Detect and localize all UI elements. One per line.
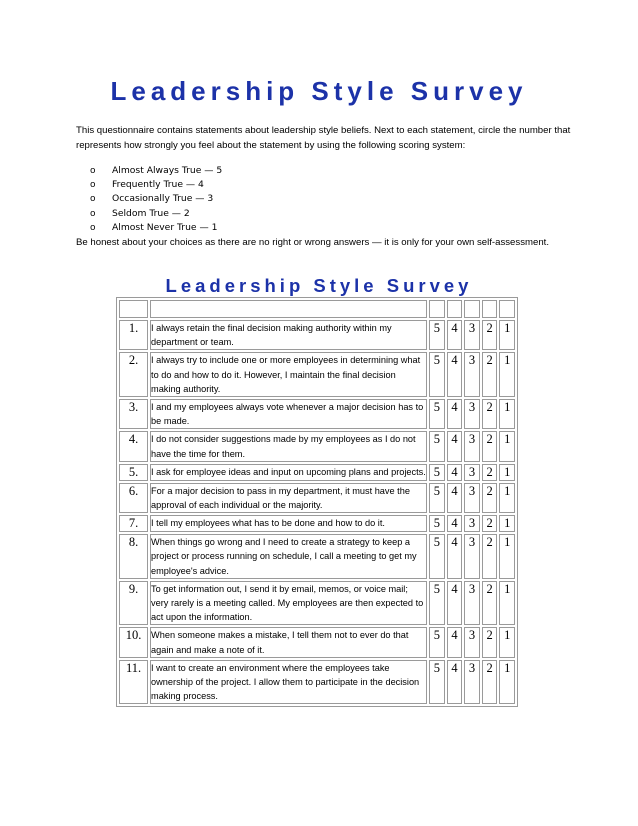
table-row — [119, 581, 515, 626]
scale-label: Occasionally True — 3 — [112, 193, 214, 205]
table-row — [119, 352, 515, 397]
question-statement: For a major decision to pass in my department, it must have the approval of each individual or the majority. — [150, 483, 427, 513]
score-option-1[interactable]: 1 — [499, 320, 515, 350]
table-row — [119, 515, 515, 532]
score-option-4[interactable]: 4 — [447, 431, 463, 461]
question-number: 11. — [119, 660, 148, 705]
question-statement: I want to create an environment where the employees take ownership of the project. I allow them to participate in the decision making process. — [150, 660, 427, 705]
scale-item — [76, 178, 222, 192]
question-number: 7. — [119, 515, 148, 532]
question-number: 2. — [119, 352, 148, 397]
bullet-icon: o — [90, 194, 96, 205]
score-option-5[interactable]: 5 — [429, 399, 445, 429]
score-option-3[interactable]: 3 — [464, 581, 480, 626]
score-option-2[interactable]: 2 — [482, 534, 498, 579]
table-row — [119, 660, 515, 705]
table-row — [119, 320, 515, 350]
table-row — [119, 431, 515, 461]
honesty-note: Be honest about your choices as there are no right or wrong answers — it is only for your own self-assessment. — [76, 237, 549, 248]
score-option-3[interactable]: 3 — [464, 464, 480, 481]
question-number: 5. — [119, 464, 148, 481]
score-option-3[interactable]: 3 — [464, 352, 480, 397]
question-statement: I ask for employee ideas and input on upcoming plans and projects. — [150, 464, 427, 481]
table-title: Leadership Style Survey — [165, 275, 473, 296]
header-cell — [447, 300, 463, 318]
score-option-4[interactable]: 4 — [447, 464, 463, 481]
score-option-1[interactable]: 1 — [499, 431, 515, 461]
header-cell — [499, 300, 515, 318]
score-option-5[interactable]: 5 — [429, 534, 445, 579]
score-option-5[interactable]: 5 — [429, 660, 445, 705]
score-option-4[interactable]: 4 — [447, 581, 463, 626]
score-option-5[interactable]: 5 — [429, 483, 445, 513]
score-option-3[interactable]: 3 — [464, 627, 480, 657]
score-option-4[interactable]: 4 — [447, 483, 463, 513]
header-cell — [429, 300, 445, 318]
table-row — [119, 534, 515, 579]
question-statement: I do not consider suggestions made by my employees as I do not have the time for them. — [150, 431, 427, 461]
score-option-2[interactable]: 2 — [482, 515, 498, 532]
score-option-5[interactable]: 5 — [429, 431, 445, 461]
score-option-1[interactable]: 1 — [499, 399, 515, 429]
scale-label: Almost Never True — 1 — [112, 221, 218, 233]
score-option-4[interactable]: 4 — [447, 320, 463, 350]
score-option-5[interactable]: 5 — [429, 464, 445, 481]
scale-label: Seldom True — 2 — [112, 207, 190, 219]
table-header-row — [119, 300, 515, 318]
score-option-4[interactable]: 4 — [447, 515, 463, 532]
survey-table — [116, 297, 518, 707]
score-option-1[interactable]: 1 — [499, 581, 515, 626]
score-option-3[interactable]: 3 — [464, 431, 480, 461]
score-option-4[interactable]: 4 — [447, 399, 463, 429]
scale-item — [76, 221, 222, 235]
score-option-2[interactable]: 2 — [482, 483, 498, 513]
score-option-3[interactable]: 3 — [464, 534, 480, 579]
score-option-3[interactable]: 3 — [464, 515, 480, 532]
header-cell — [119, 300, 148, 318]
score-option-3[interactable]: 3 — [464, 399, 480, 429]
scale-item — [76, 207, 222, 221]
question-statement: I tell my employees what has to be done and how to do it. — [150, 515, 427, 532]
question-number: 8. — [119, 534, 148, 579]
score-option-2[interactable]: 2 — [482, 320, 498, 350]
question-number: 3. — [119, 399, 148, 429]
question-statement: I and my employees always vote whenever a major decision has to be made. — [150, 399, 427, 429]
score-option-2[interactable]: 2 — [482, 352, 498, 397]
score-option-5[interactable]: 5 — [429, 352, 445, 397]
score-option-4[interactable]: 4 — [447, 627, 463, 657]
score-option-2[interactable]: 2 — [482, 399, 498, 429]
question-number: 4. — [119, 431, 148, 461]
score-option-2[interactable]: 2 — [482, 581, 498, 626]
question-statement: I always try to include one or more employees in determining what to do and how to do it. However, I maintain the final decision making authority. — [150, 352, 427, 397]
header-cell — [150, 300, 427, 318]
question-number: 10. — [119, 627, 148, 657]
question-statement: To get information out, I send it by email, memos, or voice mail; very rarely is a meeting called. My employees are then expected to act upon the information. — [150, 581, 427, 626]
scale-item — [76, 164, 222, 178]
score-option-3[interactable]: 3 — [464, 483, 480, 513]
table-row — [119, 399, 515, 429]
scoring-scale-list — [76, 164, 222, 235]
table-row — [119, 627, 515, 657]
score-option-4[interactable]: 4 — [447, 660, 463, 705]
score-option-2[interactable]: 2 — [482, 431, 498, 461]
question-statement: I always retain the final decision making authority within my department or team. — [150, 320, 427, 350]
bullet-icon: o — [90, 222, 96, 233]
table-row — [119, 483, 515, 513]
header-cell — [482, 300, 498, 318]
question-number: 9. — [119, 581, 148, 626]
score-option-4[interactable]: 4 — [447, 534, 463, 579]
score-option-3[interactable]: 3 — [464, 320, 480, 350]
intro-paragraph: This questionnaire contains statements about leadership style beliefs. Next to each statement, circle the number that represents how strongly you feel about the statement by using the following scoring system: — [76, 125, 571, 151]
score-option-1[interactable]: 1 — [499, 515, 515, 532]
score-option-5[interactable]: 5 — [429, 627, 445, 657]
question-number: 6. — [119, 483, 148, 513]
table-row — [119, 464, 515, 481]
score-option-1[interactable]: 1 — [499, 483, 515, 513]
score-option-2[interactable]: 2 — [482, 660, 498, 705]
score-option-3[interactable]: 3 — [464, 660, 480, 705]
score-option-1[interactable]: 1 — [499, 464, 515, 481]
bullet-icon: o — [90, 166, 96, 176]
question-statement: When things go wrong and I need to create a strategy to keep a project or process running on schedule, I call a meeting to get my employee's advice. — [150, 534, 427, 579]
score-option-1[interactable]: 1 — [499, 534, 515, 579]
bullet-icon: o — [90, 208, 96, 219]
score-option-2[interactable]: 2 — [482, 464, 498, 481]
score-option-2[interactable]: 2 — [482, 627, 498, 657]
score-option-1[interactable]: 1 — [499, 352, 515, 397]
page-title: Leadership Style Survey — [110, 76, 528, 106]
scale-item — [76, 192, 222, 206]
score-option-1[interactable]: 1 — [499, 660, 515, 705]
score-option-5[interactable]: 5 — [429, 581, 445, 626]
bullet-icon: o — [90, 180, 96, 191]
header-cell — [464, 300, 480, 318]
score-option-4[interactable]: 4 — [447, 352, 463, 397]
score-option-1[interactable]: 1 — [499, 627, 515, 657]
score-option-5[interactable]: 5 — [429, 515, 445, 532]
question-statement: When someone makes a mistake, I tell them not to ever do that again and make a note of it. — [150, 627, 427, 657]
scale-label: Almost Always True — 5 — [112, 165, 223, 176]
score-option-5[interactable]: 5 — [429, 320, 445, 350]
scale-label: Frequently True — 4 — [112, 179, 204, 191]
question-number: 1. — [119, 320, 148, 350]
